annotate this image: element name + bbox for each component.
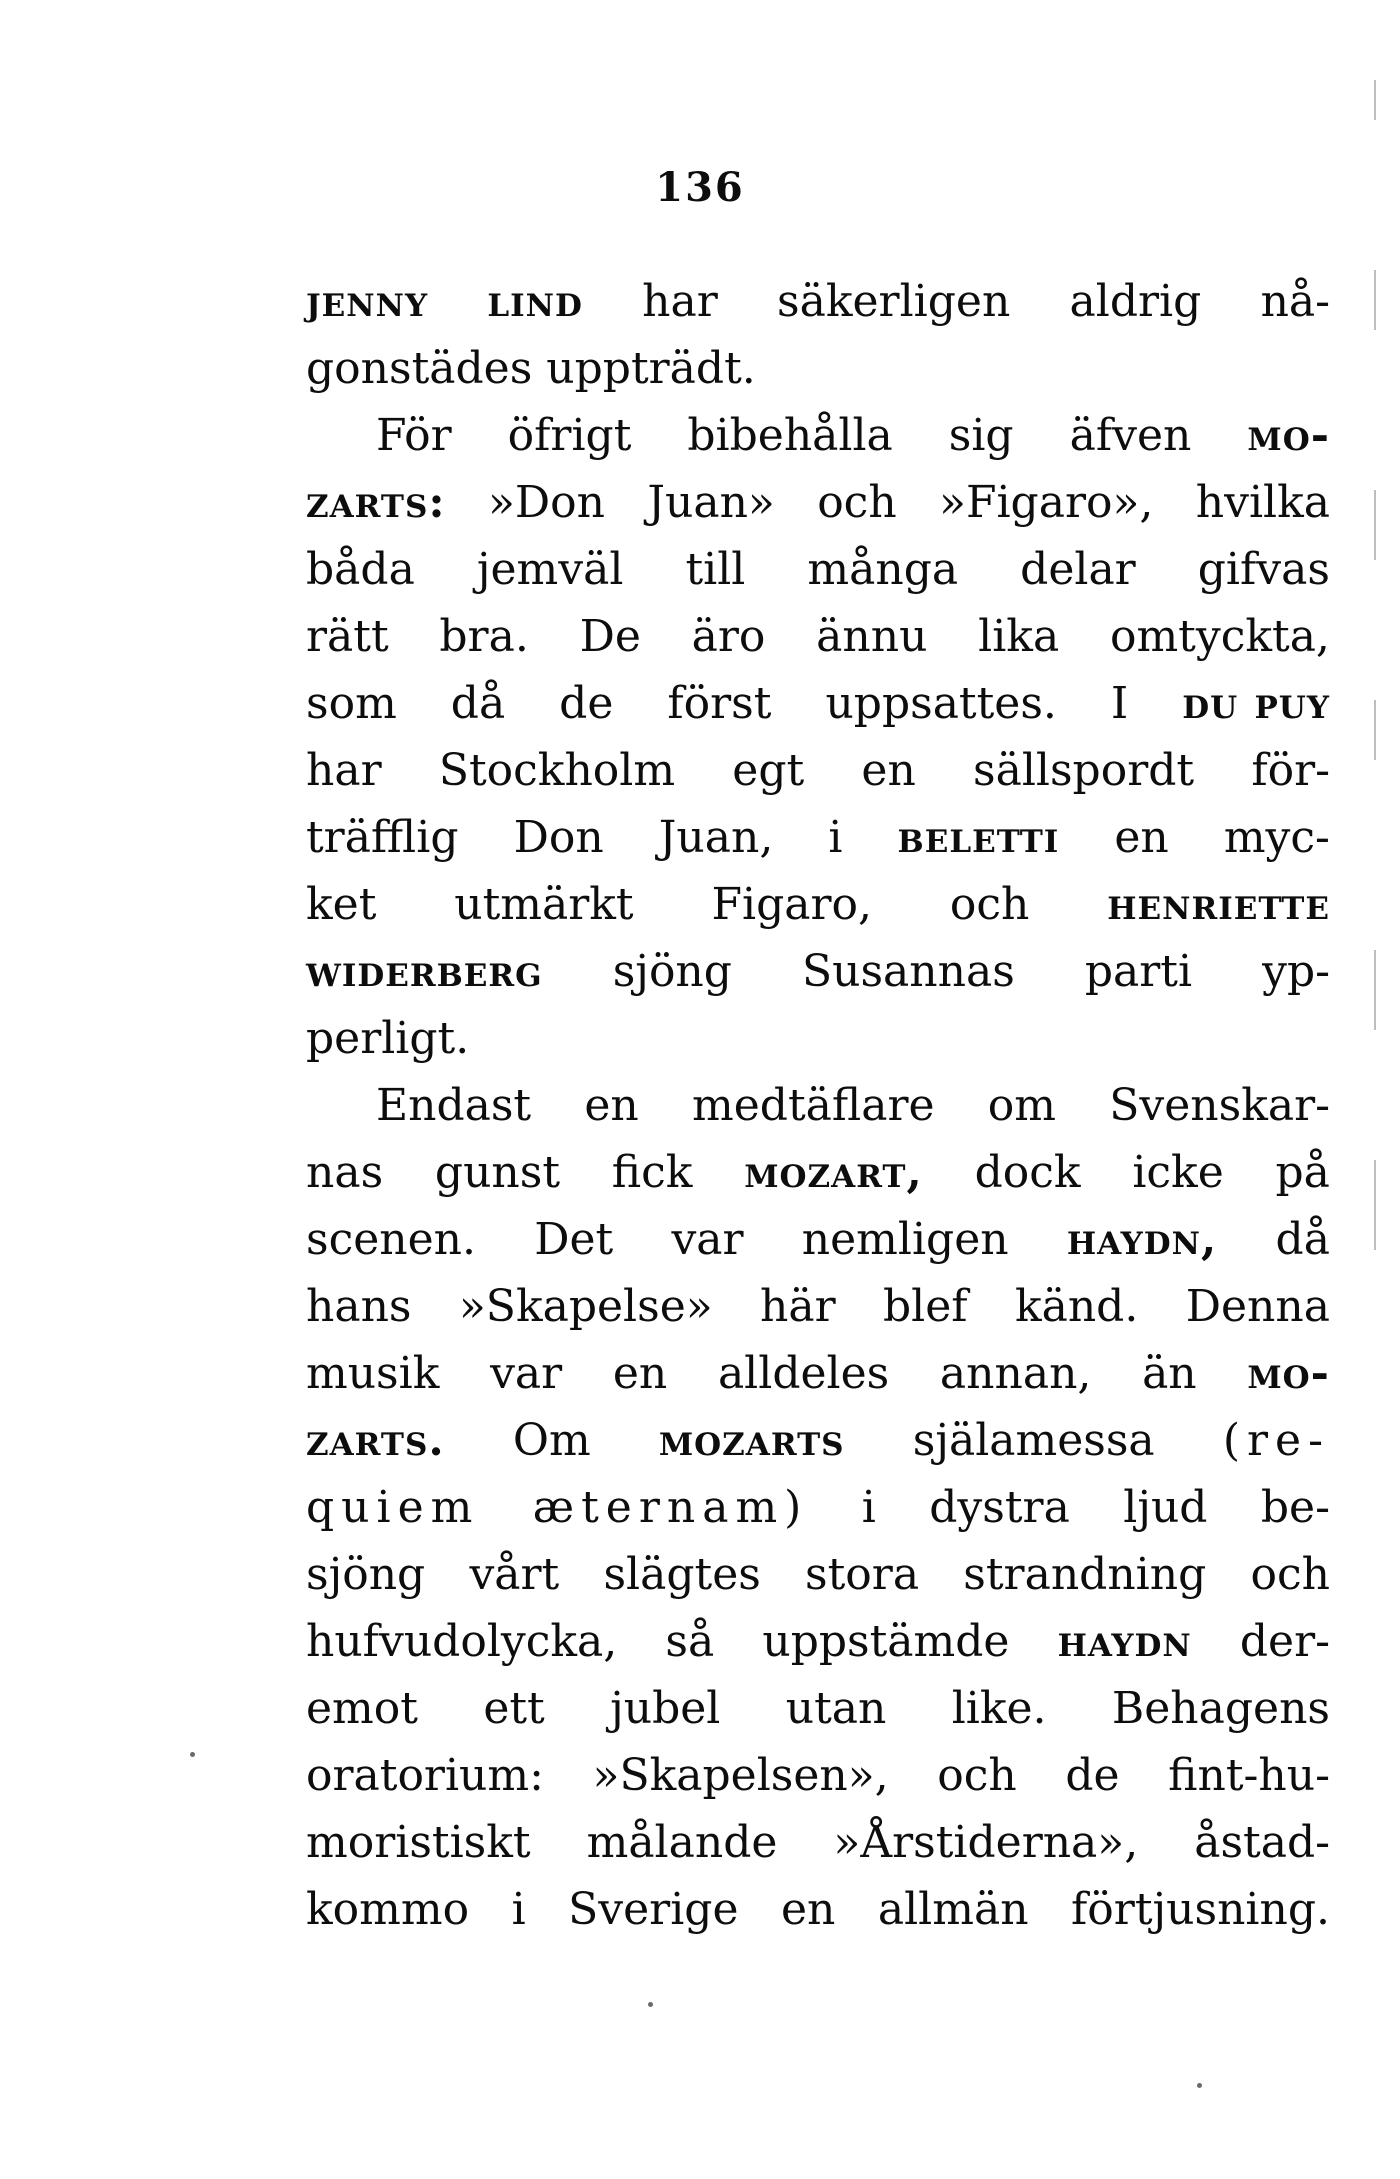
- word: För: [376, 410, 452, 461]
- word: »Skapelse»: [458, 1281, 713, 1332]
- word: Det: [534, 1214, 614, 1265]
- word: Juan»: [647, 477, 775, 528]
- name-widerberg: widerberg: [306, 946, 543, 997]
- scan-edge-mark: [1374, 700, 1376, 760]
- word: be-: [1260, 1482, 1330, 1533]
- word: fick: [611, 1147, 693, 1198]
- word: en: [861, 745, 916, 796]
- word: för-: [1251, 745, 1330, 796]
- word: var: [671, 1214, 744, 1265]
- word: och: [1250, 1549, 1330, 1600]
- word: uppsattes.: [825, 678, 1057, 729]
- text-line: [306, 670, 1330, 737]
- text-line: [306, 1809, 1330, 1876]
- word: parti: [1084, 946, 1193, 997]
- word: en: [612, 1348, 668, 1399]
- word: nas: [306, 1147, 384, 1198]
- scan-edge-mark: [1374, 950, 1376, 1030]
- name-mozart: mozart,: [744, 1147, 923, 1198]
- word: omtyckta,: [1109, 611, 1330, 662]
- word: uppstämde: [762, 1616, 1010, 1667]
- word: Figaro,: [711, 879, 872, 930]
- word: ännu: [816, 611, 928, 662]
- name-haydn: haydn,: [1066, 1214, 1218, 1265]
- word: der-: [1239, 1616, 1330, 1667]
- text-line: [306, 1541, 1330, 1608]
- text-line: [306, 469, 1330, 536]
- word: oratorium:: [306, 1750, 544, 1801]
- word: strandning: [963, 1549, 1207, 1600]
- name-mozart: mozarts: [658, 1415, 845, 1466]
- name-du-puy: du puy: [1182, 678, 1330, 729]
- word: och: [949, 879, 1030, 930]
- word: i: [828, 812, 843, 863]
- scan-speck: [1197, 2083, 1202, 2088]
- scan-edge-mark: [1374, 270, 1376, 330]
- word: Susannas: [802, 946, 1015, 997]
- text-line: [306, 938, 1330, 1005]
- word: och: [937, 1750, 1017, 1801]
- word: stora: [805, 1549, 920, 1600]
- word: först: [667, 678, 772, 729]
- name-haydn: haydn: [1057, 1616, 1192, 1667]
- name-beletti: beletti: [897, 812, 1060, 863]
- word: känd.: [1014, 1281, 1139, 1332]
- word: en: [780, 1884, 836, 1935]
- word: egt: [732, 745, 805, 796]
- word: Don: [513, 812, 604, 863]
- word: så: [665, 1616, 715, 1667]
- word: hufvudolycka,: [306, 1616, 618, 1667]
- word: De: [579, 611, 641, 662]
- text-line: [306, 536, 1330, 603]
- name-henriette: henriette: [1107, 879, 1330, 930]
- word: sjöng: [612, 946, 732, 997]
- word: som: [306, 678, 397, 729]
- text-line: [306, 804, 1330, 871]
- word: Sverige: [568, 1884, 739, 1935]
- scan-edge-mark: [1374, 490, 1376, 560]
- word: perligt.: [306, 1013, 470, 1064]
- text-line: [306, 1407, 1330, 1474]
- word: lika: [978, 611, 1060, 662]
- word: då: [1275, 1214, 1330, 1265]
- word: æternam): [532, 1482, 809, 1533]
- word: i: [511, 1884, 526, 1935]
- word: »Årstiderna»,: [833, 1817, 1139, 1868]
- text-line: [306, 1742, 1330, 1809]
- word: säkerligen: [777, 276, 1011, 327]
- word: delar: [1020, 544, 1136, 595]
- text-line: [306, 268, 1330, 335]
- word: »Don: [487, 477, 605, 528]
- text-line: [306, 737, 1330, 804]
- word: Behagens: [1111, 1683, 1330, 1734]
- word: bibehålla: [687, 410, 893, 461]
- word: sjöng: [306, 1549, 426, 1600]
- word: bra.: [439, 611, 529, 662]
- word: uppträdt.: [546, 343, 756, 394]
- text-line: [306, 1206, 1330, 1273]
- word: i: [861, 1482, 876, 1533]
- word: öfrigt: [507, 410, 632, 461]
- word: »Skapelsen»,: [592, 1750, 889, 1801]
- name-mozart: mo-: [1247, 410, 1330, 461]
- word: äfven: [1069, 410, 1192, 461]
- word: om: [987, 1080, 1056, 1131]
- word: ett: [483, 1683, 545, 1734]
- word: fint-hu-: [1168, 1750, 1330, 1801]
- word: musik: [306, 1348, 440, 1399]
- word: förtjusning.: [1071, 1884, 1330, 1935]
- text-line: [306, 1139, 1330, 1206]
- scan-edge-mark: [1374, 80, 1376, 120]
- word: sig: [948, 410, 1014, 461]
- word: hans: [306, 1281, 412, 1332]
- word: jubel: [610, 1683, 721, 1734]
- word: nemligen: [801, 1214, 1009, 1265]
- word: myc-: [1223, 812, 1330, 863]
- word: då: [450, 678, 506, 729]
- word: Endast: [376, 1080, 532, 1131]
- page-number: 136: [655, 164, 745, 211]
- name-lind: lind: [487, 276, 583, 327]
- word: like.: [951, 1683, 1047, 1734]
- word: har: [306, 745, 382, 796]
- name-mozart: zarts:: [306, 477, 446, 528]
- word: de: [1065, 1750, 1120, 1801]
- word: själamessa: [912, 1415, 1155, 1466]
- word: (re-: [1222, 1415, 1330, 1466]
- scan-edge-mark: [1374, 1160, 1376, 1250]
- word: rätt: [306, 611, 389, 662]
- word: båda: [306, 544, 415, 595]
- name-jenny: jenny: [306, 276, 429, 327]
- word: annan,: [939, 1348, 1092, 1399]
- word: blef: [883, 1281, 968, 1332]
- word: var: [490, 1348, 563, 1399]
- word: medtäflare: [692, 1080, 935, 1131]
- name-mozart: zarts.: [306, 1415, 445, 1466]
- word: gunst: [434, 1147, 561, 1198]
- word: sällspordt: [973, 745, 1195, 796]
- word: har: [642, 276, 718, 327]
- word: scenen.: [306, 1214, 476, 1265]
- scan-speck: [190, 1752, 195, 1757]
- word: åstad-: [1194, 1817, 1330, 1868]
- word: alldeles: [717, 1348, 890, 1399]
- word: på: [1275, 1147, 1330, 1198]
- word: Denna: [1185, 1281, 1330, 1332]
- word: träfflig: [306, 812, 459, 863]
- word: ket: [306, 879, 377, 930]
- word: ljud: [1123, 1482, 1208, 1533]
- word: utan: [785, 1683, 887, 1734]
- text-line: [306, 1876, 1330, 1943]
- scan-speck: [648, 2002, 653, 2007]
- word: många: [807, 544, 959, 595]
- word: målande: [586, 1817, 778, 1868]
- word: yp-: [1262, 946, 1330, 997]
- word: till: [685, 544, 746, 595]
- text-line: [306, 1474, 1330, 1541]
- body-text: [306, 268, 1330, 1943]
- word: Juan,: [658, 812, 774, 863]
- word: vårt: [469, 1549, 560, 1600]
- word: dystra: [929, 1482, 1070, 1533]
- text-line: [306, 1005, 1330, 1072]
- word: kommo: [306, 1884, 470, 1935]
- word: nå-: [1260, 276, 1330, 327]
- text-line: [306, 1675, 1330, 1742]
- word: en: [584, 1080, 639, 1131]
- word: »Figaro»,: [939, 477, 1154, 528]
- word: moristiskt: [306, 1817, 531, 1868]
- word: Om: [512, 1415, 591, 1466]
- word: quiem: [306, 1482, 480, 1533]
- word: de: [559, 678, 614, 729]
- text-line: [306, 1608, 1330, 1675]
- word: Svenskar-: [1109, 1080, 1330, 1131]
- word: utmärkt: [454, 879, 634, 930]
- word: gifvas: [1197, 544, 1330, 595]
- text-line: [306, 1072, 1330, 1139]
- word: jemväl: [476, 544, 624, 595]
- text-line: [306, 871, 1330, 938]
- word: gonstädes: [306, 343, 533, 394]
- word: dock: [974, 1147, 1081, 1198]
- name-mozart: mo-: [1247, 1348, 1330, 1399]
- word: slägtes: [603, 1549, 761, 1600]
- word: äro: [691, 611, 766, 662]
- word: än: [1142, 1348, 1197, 1399]
- word: Stockholm: [438, 745, 676, 796]
- text-line: [306, 1340, 1330, 1407]
- text-line: [306, 402, 1330, 469]
- text-line: [306, 335, 1330, 402]
- word: icke: [1132, 1147, 1224, 1198]
- text-line: [306, 603, 1330, 670]
- word: hvilka: [1195, 477, 1330, 528]
- word: och: [817, 477, 897, 528]
- word: en: [1114, 812, 1169, 863]
- word: allmän: [877, 1884, 1029, 1935]
- word: I: [1110, 678, 1129, 729]
- word: aldrig: [1069, 276, 1202, 327]
- word: emot: [306, 1683, 418, 1734]
- text-line: [306, 1273, 1330, 1340]
- word: här: [760, 1281, 836, 1332]
